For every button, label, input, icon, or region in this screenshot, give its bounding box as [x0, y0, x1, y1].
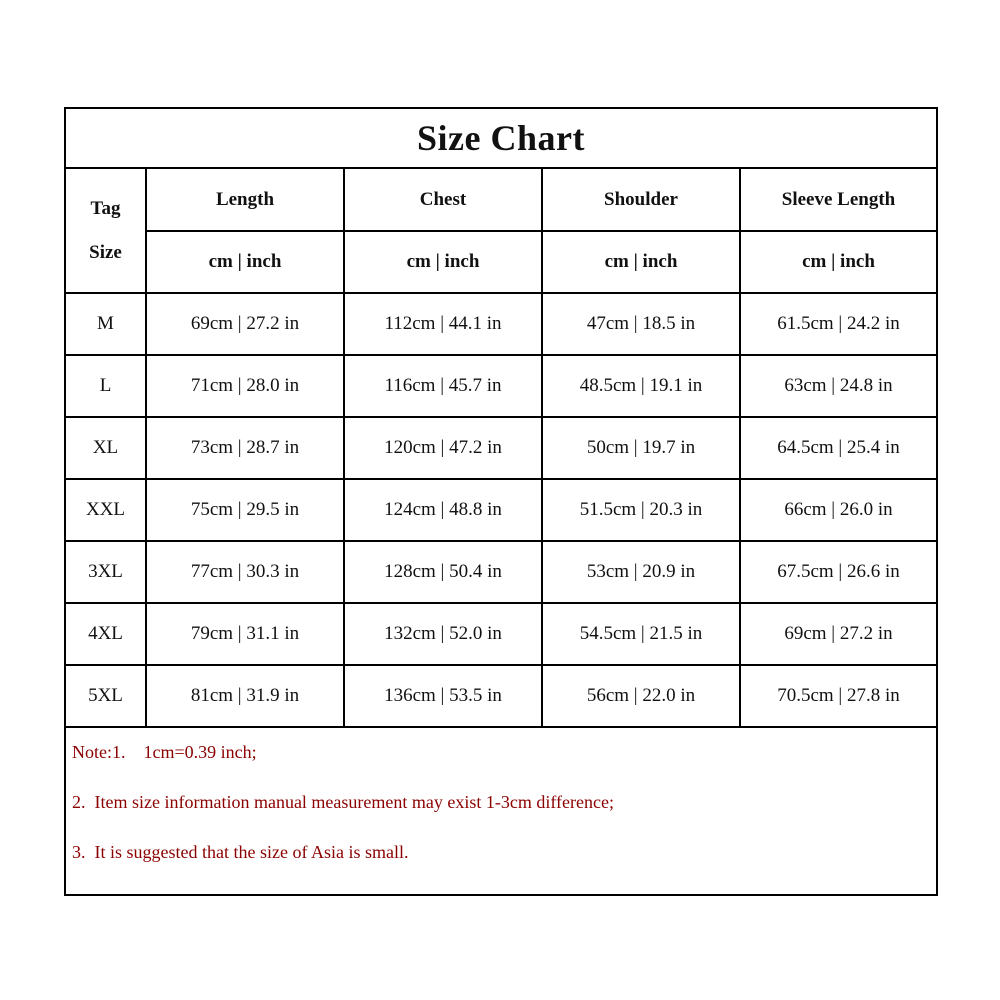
size-cell: 4XL: [66, 603, 146, 665]
measurement-cell: 124cm | 48.8 in: [344, 479, 542, 541]
table-row: [66, 479, 936, 541]
measurement-cell: 50cm | 19.7 in: [542, 417, 740, 479]
note-line: 3. It is suggested that the size of Asia is small.: [72, 842, 409, 862]
size-chart: [64, 107, 938, 896]
size-cell: M: [66, 293, 146, 355]
measurement-cell: 112cm | 44.1 in: [344, 293, 542, 355]
measurement-cell: 61.5cm | 24.2 in: [740, 293, 936, 355]
measurement-cell: 116cm | 45.7 in: [344, 355, 542, 417]
measurement-cell: 54.5cm | 21.5 in: [542, 603, 740, 665]
size-rows: [66, 293, 936, 727]
measurement-cell: 63cm | 24.8 in: [740, 355, 936, 417]
measurement-cell: 69cm | 27.2 in: [740, 603, 936, 665]
measurement-cell: 69cm | 27.2 in: [146, 293, 344, 355]
table-row: [66, 541, 936, 603]
size-label: Size: [89, 241, 122, 263]
measurement-cell: 64.5cm | 25.4 in: [740, 417, 936, 479]
measurement-cell: 81cm | 31.9 in: [146, 665, 344, 727]
measurement-cell: 70.5cm | 27.8 in: [740, 665, 936, 727]
unit-header: cm | inch: [146, 231, 344, 293]
measurement-cell: 67.5cm | 26.6 in: [740, 541, 936, 603]
size-cell: XL: [66, 417, 146, 479]
measurement-cell: 66cm | 26.0 in: [740, 479, 936, 541]
column-header-sleeve-length: Sleeve Length: [740, 169, 936, 231]
header-row: [66, 169, 936, 231]
size-cell: XXL: [66, 479, 146, 541]
measurement-cell: 77cm | 30.3 in: [146, 541, 344, 603]
unit-header: cm | inch: [740, 231, 936, 293]
measurement-cell: 71cm | 28.0 in: [146, 355, 344, 417]
column-header-shoulder: Shoulder: [542, 169, 740, 231]
chart-title: Size Chart: [66, 109, 936, 169]
measurement-cell: 56cm | 22.0 in: [542, 665, 740, 727]
measurement-cell: 47cm | 18.5 in: [542, 293, 740, 355]
tag-size-header: [66, 169, 146, 293]
measurement-cell: 79cm | 31.1 in: [146, 603, 344, 665]
size-cell: L: [66, 355, 146, 417]
measurement-cell: 48.5cm | 19.1 in: [542, 355, 740, 417]
measurement-cell: 75cm | 29.5 in: [146, 479, 344, 541]
note-line: Note:1. 1cm=0.39 inch;: [72, 742, 257, 762]
table-row: [66, 603, 936, 665]
tag-label: Tag: [90, 197, 121, 219]
measurement-cell: 128cm | 50.4 in: [344, 541, 542, 603]
table-row: [66, 665, 936, 727]
size-table: [66, 169, 936, 728]
unit-row: [66, 231, 936, 293]
note-line: 2. Item size information manual measurement may exist 1-3cm difference;: [72, 792, 614, 812]
size-cell: 3XL: [66, 541, 146, 603]
size-cell: 5XL: [66, 665, 146, 727]
table-row: [66, 293, 936, 355]
notes: [72, 727, 932, 877]
column-header-chest: Chest: [344, 169, 542, 231]
table-row: [66, 417, 936, 479]
measurement-cell: 51.5cm | 20.3 in: [542, 479, 740, 541]
unit-header: cm | inch: [344, 231, 542, 293]
unit-header: cm | inch: [542, 231, 740, 293]
measurement-cell: 73cm | 28.7 in: [146, 417, 344, 479]
measurement-cell: 136cm | 53.5 in: [344, 665, 542, 727]
column-header-length: Length: [146, 169, 344, 231]
table-row: [66, 355, 936, 417]
measurement-cell: 53cm | 20.9 in: [542, 541, 740, 603]
measurement-cell: 120cm | 47.2 in: [344, 417, 542, 479]
measurement-cell: 132cm | 52.0 in: [344, 603, 542, 665]
